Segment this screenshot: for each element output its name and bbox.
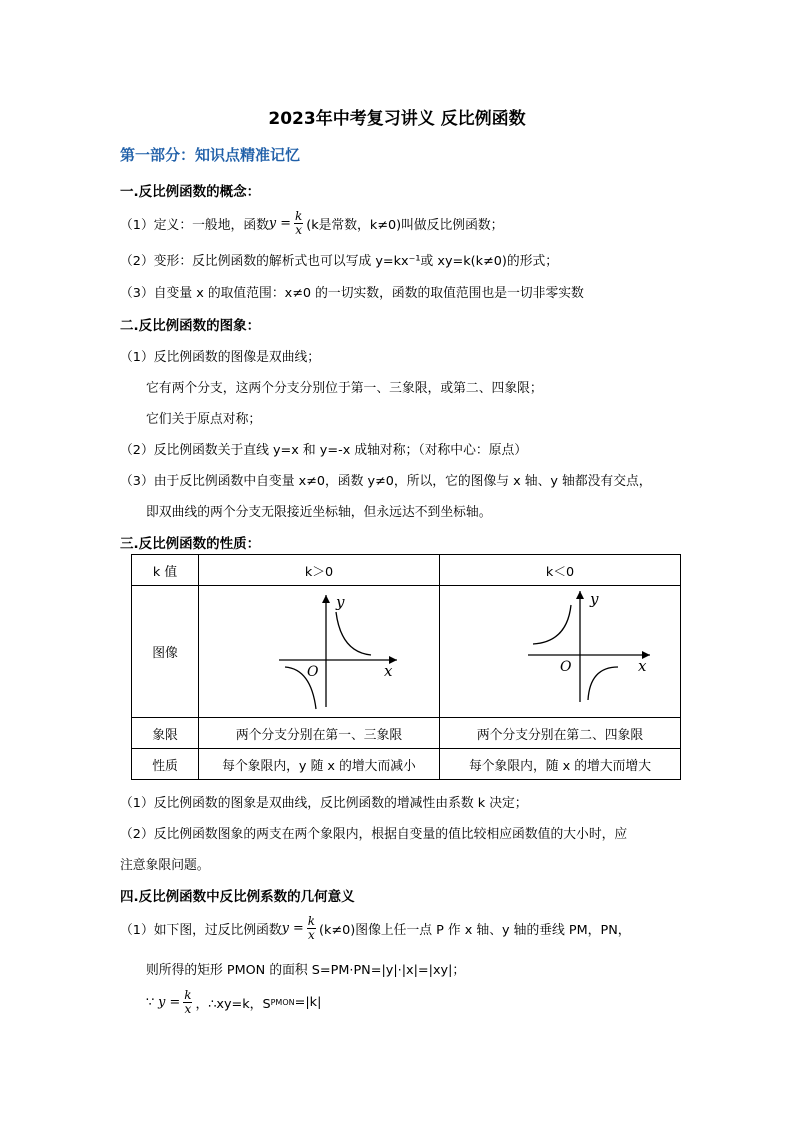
because-symbol: ∵ <box>146 994 155 1010</box>
hyperbola-k-negative-graph <box>440 587 680 717</box>
definition-tail: (k是常数，k≠0)叫做反比例函数； <box>306 217 504 233</box>
denominator: x <box>184 1001 192 1016</box>
x-axis-label: x <box>384 661 393 680</box>
fraction-k-over-x <box>307 915 316 942</box>
definition-line <box>120 208 503 238</box>
fraction-k-over-x <box>183 989 192 1016</box>
graph-k-positive-cell <box>199 586 440 718</box>
function-y: y = <box>268 215 291 231</box>
note-2b: 注意象限问题。 <box>120 858 210 873</box>
graph-line-3: （3）由于反比例函数中自变量 x≠0，函数 y≠0，所以，它的图像与 x 轴、y 轴都没有交点， <box>120 474 652 489</box>
function-y: y = <box>158 994 181 1010</box>
quadrant-k-negative: 两个分支分别在第二、四象限 <box>440 718 681 749</box>
table-row-header <box>132 555 681 586</box>
origin-label: O <box>560 658 572 675</box>
note-1: （1）反比例函数的图象是双曲线，反比例函数的增减性由系数 k 决定； <box>120 796 528 811</box>
property-k-positive: 每个象限内，y 随 x 的增大而减小 <box>199 749 440 780</box>
y-axis-label: y <box>336 592 345 611</box>
graph-line-1: （1）反比例函数的图像是双曲线； <box>120 350 321 365</box>
table-header-k: k 值 <box>132 555 199 586</box>
geometry-line-1 <box>120 913 631 943</box>
numerator: k <box>184 987 192 1002</box>
denominator: x <box>308 927 315 942</box>
table-label-quadrant: 象限 <box>132 718 199 749</box>
graph-line-1b: 它有两个分支，这两个分支分别位于第一、三象限，或第二、四象限； <box>146 381 543 396</box>
conclusion-text: ，∴xy=k，S <box>195 996 271 1012</box>
heading-geometry: 四.反比例函数中反比例系数的几何意义 <box>120 889 355 905</box>
y-axis-label: y <box>590 589 599 608</box>
page-title: 2023年中考复习讲义 反比例函数 <box>268 109 526 129</box>
table-row-image <box>132 586 681 718</box>
domain-line: （3）自变量 x 的取值范围：x≠0 的一切实数，函数的取值范围也是一切非零实数 <box>120 286 584 301</box>
y-axis-arrow <box>576 591 584 599</box>
numerator: k <box>307 913 316 928</box>
area-subscript: PMON <box>270 997 295 1007</box>
denominator: x <box>295 222 302 237</box>
table-header-k-positive: k＞0 <box>199 555 440 586</box>
graph-line-3b: 即双曲线的两个分支无限接近坐标轴，但永远达不到坐标轴。 <box>146 505 492 520</box>
geometry-tail: (k≠0)图像上任一点 P 作 x 轴、y 轴的垂线 PM，PN， <box>319 922 631 938</box>
table-label-property: 性质 <box>132 749 199 780</box>
graph-line-2: （2）反比例函数关于直线 y=x 和 y=-x 成轴对称；（对称中心：原点） <box>120 443 528 458</box>
branch-quadrant-4 <box>588 667 618 700</box>
hyperbola-k-positive-graph <box>199 587 439 717</box>
note-2: （2）反比例函数图象的两支在两个象限内，根据自变量的值比较相应函数值的大小时，应 <box>120 827 628 842</box>
branch-quadrant-1 <box>336 612 371 655</box>
table-row-property <box>132 749 681 780</box>
geometry-line-2 <box>146 987 321 1017</box>
x-axis-label: x <box>638 656 647 675</box>
definition-text: （1）定义：一般地，函数 <box>120 217 269 233</box>
fraction-k-over-x <box>294 210 303 237</box>
property-k-negative: 每个象限内，随 x 的增大而增大 <box>440 749 681 780</box>
graph-line-1c: 它们关于原点对称； <box>146 412 262 427</box>
table-header-k-negative: k＜0 <box>440 555 681 586</box>
origin-label: O <box>307 663 319 680</box>
y-axis-arrow <box>322 595 330 603</box>
section-heading: 第一部分：知识点精准记忆 <box>120 146 301 164</box>
heading-properties: 三.反比例函数的性质： <box>120 536 261 552</box>
branch-quadrant-2 <box>533 605 571 644</box>
numerator: k <box>294 208 303 223</box>
table-row-quadrant <box>132 718 681 749</box>
properties-table <box>131 554 681 780</box>
heading-graph: 二.反比例函数的图象： <box>120 318 261 334</box>
conclusion-tail: =|k| <box>294 994 322 1010</box>
function-y: y = <box>281 920 304 936</box>
heading-concept: 一.反比例函数的概念： <box>120 184 261 200</box>
quadrant-k-positive: 两个分支分别在第一、三象限 <box>199 718 440 749</box>
geometry-line-1b: 则所得的矩形 PMON 的面积 S=PM·PN=|y|·|x|=|xy|； <box>146 963 466 978</box>
table-label-image: 图像 <box>132 586 199 718</box>
variant-line: （2）变形：反比例函数的解析式也可以写成 y=kx⁻¹或 xy=k(k≠0)的形式； <box>120 254 559 269</box>
graph-k-negative-cell <box>440 586 681 718</box>
geometry-text: （1）如下图，过反比例函数 <box>120 922 282 938</box>
